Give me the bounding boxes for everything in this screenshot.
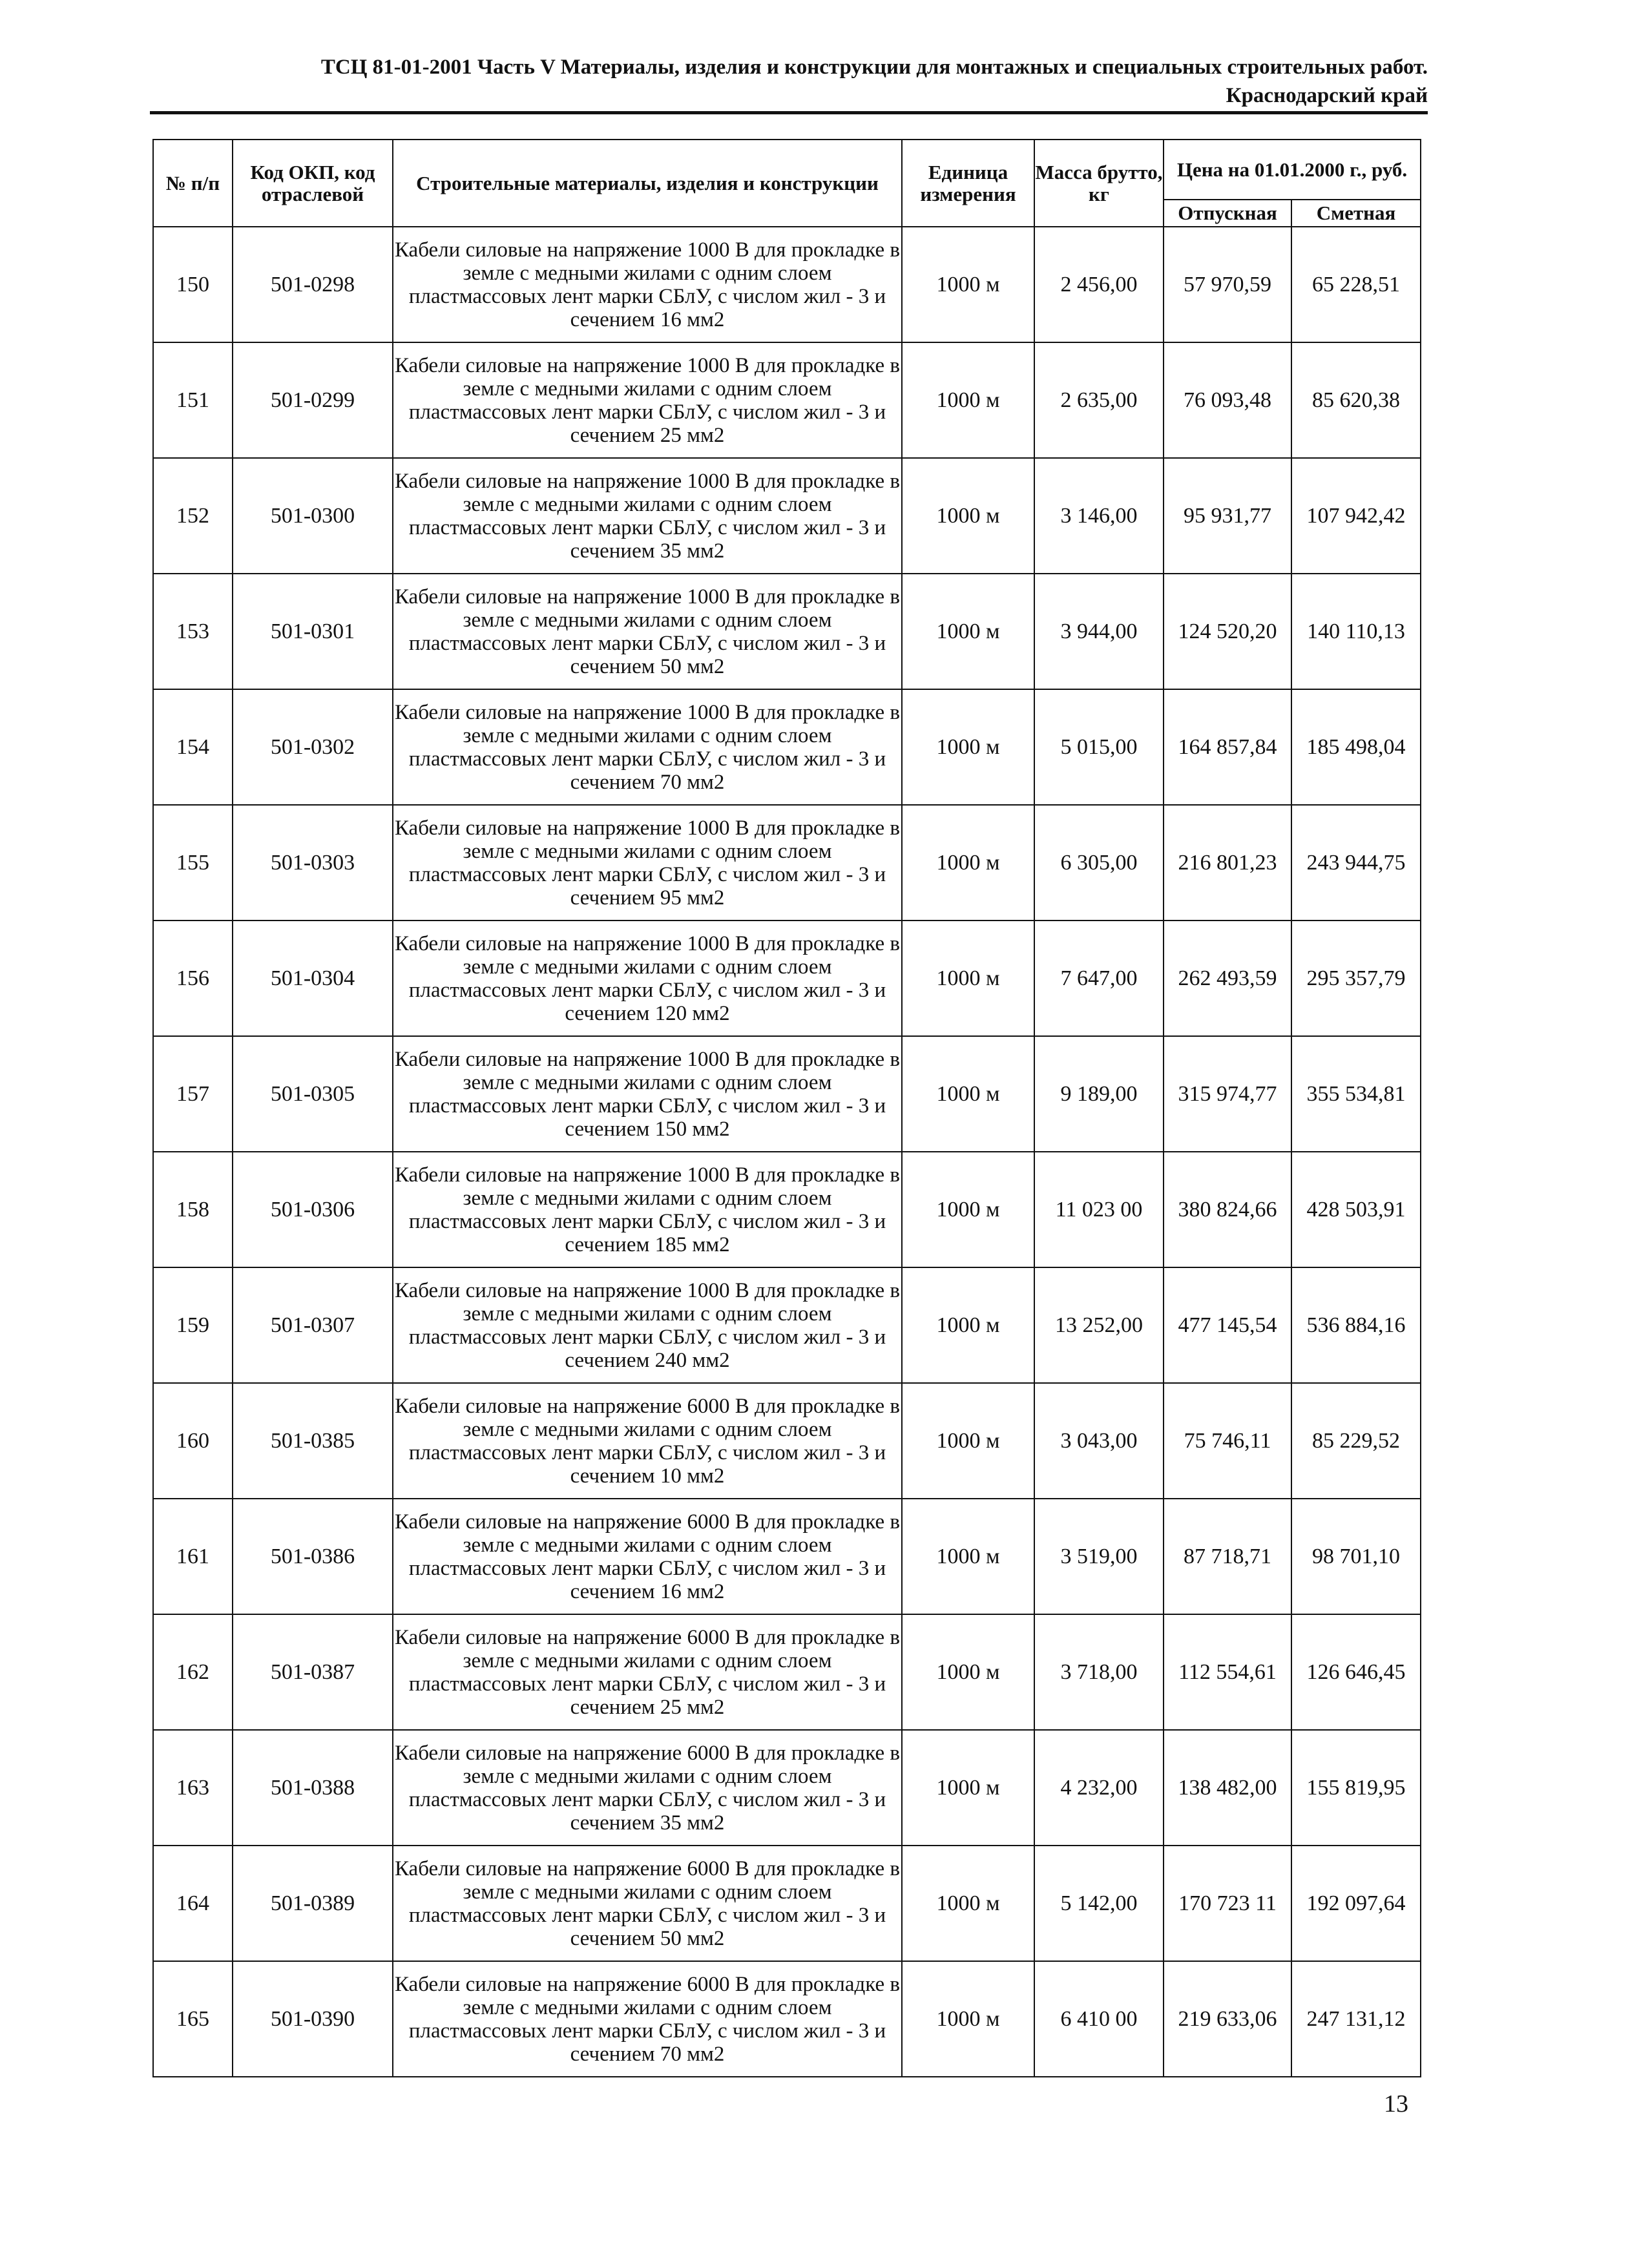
cell-unit: 1000 м (902, 1730, 1034, 1846)
cell-num: 159 (153, 1267, 233, 1383)
cell-description: Кабели силовые на напряжение 1000 В для прокладке в земле с медными жилами с одним слоем пластмассовых лент марки СБлУ, с числом жил - 3 и сечением 120 мм2 (393, 921, 902, 1036)
cell-release-price: 95 931,77 (1164, 458, 1291, 574)
cell-num: 158 (153, 1152, 233, 1267)
cell-description: Кабели силовые на напряжение 1000 В для прокладке в земле с медными жилами с одним слоем пластмассовых лент марки СБлУ, с числом жил - 3 и сечением 16 мм2 (393, 227, 902, 342)
cell-unit: 1000 м (902, 1614, 1034, 1730)
header-title: ТСЦ 81-01-2001 Часть V Материалы, изделия и конструкции для монтажных и специальных строительных работ. (320, 56, 1428, 79)
cell-estimate-price: 536 884,16 (1291, 1267, 1421, 1383)
cell-mass: 2 456,00 (1034, 227, 1164, 342)
cell-unit: 1000 м (902, 1383, 1034, 1499)
cell-mass: 5 142,00 (1034, 1846, 1164, 1961)
table-row (153, 1383, 1421, 1499)
cell-estimate-price: 140 110,13 (1291, 574, 1421, 689)
table-row (153, 574, 1421, 689)
table-row (153, 1846, 1421, 1961)
table-row (153, 1614, 1421, 1730)
table-row (153, 1730, 1421, 1846)
cell-description: Кабели силовые на напряжение 6000 В для прокладке в земле с медными жилами с одним слоем пластмассовых лент марки СБлУ, с числом жил - 3 и сечением 70 мм2 (393, 1961, 902, 2077)
cell-description: Кабели силовые на напряжение 6000 В для прокладке в земле с медными жилами с одним слоем пластмассовых лент марки СБлУ, с числом жил - 3 и сечением 16 мм2 (393, 1499, 902, 1614)
table-row (153, 1036, 1421, 1152)
cell-code: 501-0304 (233, 921, 393, 1036)
table-body (153, 227, 1421, 2077)
col-header-estimate: Сметная (1291, 200, 1421, 227)
table-row (153, 342, 1421, 458)
cell-code: 501-0307 (233, 1267, 393, 1383)
cell-num: 163 (153, 1730, 233, 1846)
col-header-price: Цена на 01.01.2000 г., руб. (1164, 140, 1421, 200)
cell-description: Кабели силовые на напряжение 1000 В для прокладке в земле с медными жилами с одним слоем пластмассовых лент марки СБлУ, с числом жил - 3 и сечением 150 мм2 (393, 1036, 902, 1152)
cell-mass: 2 635,00 (1034, 342, 1164, 458)
cell-code: 501-0299 (233, 342, 393, 458)
cell-description: Кабели силовые на напряжение 1000 В для прокладке в земле с медными жилами с одним слоем пластмассовых лент марки СБлУ, с числом жил - 3 и сечением 95 мм2 (393, 805, 902, 921)
cell-description: Кабели силовые на напряжение 6000 В для прокладке в земле с медными жилами с одним слоем пластмассовых лент марки СБлУ, с числом жил - 3 и сечением 25 мм2 (393, 1614, 902, 1730)
cell-description: Кабели силовые на напряжение 1000 В для прокладке в земле с медными жилами с одним слоем пластмассовых лент марки СБлУ, с числом жил - 3 и сечением 25 мм2 (393, 342, 902, 458)
cell-release-price: 170 723 11 (1164, 1846, 1291, 1961)
price-table (152, 139, 1421, 2077)
page-number: 13 (1384, 2090, 1408, 2117)
cell-description: Кабели силовые на напряжение 1000 В для прокладке в земле с медными жилами с одним слоем пластмассовых лент марки СБлУ, с числом жил - 3 и сечением 185 мм2 (393, 1152, 902, 1267)
cell-unit: 1000 м (902, 1036, 1034, 1152)
cell-estimate-price: 107 942,42 (1291, 458, 1421, 574)
table-row (153, 1961, 1421, 2077)
cell-mass: 4 232,00 (1034, 1730, 1164, 1846)
cell-unit: 1000 м (902, 342, 1034, 458)
cell-unit: 1000 м (902, 1961, 1034, 2077)
col-header-unit: Единица измерения (902, 140, 1034, 227)
col-header-name: Строительные материалы, изделия и конструкции (393, 140, 902, 227)
cell-release-price: 380 824,66 (1164, 1152, 1291, 1267)
table-row (153, 805, 1421, 921)
cell-code: 501-0386 (233, 1499, 393, 1614)
cell-mass: 7 647,00 (1034, 921, 1164, 1036)
table-row (153, 1267, 1421, 1383)
cell-description: Кабели силовые на напряжение 1000 В для прокладке в земле с медными жилами с одним слоем пластмассовых лент марки СБлУ, с числом жил - 3 и сечением 35 мм2 (393, 458, 902, 574)
col-header-release: Отпускная (1164, 200, 1291, 227)
cell-code: 501-0385 (233, 1383, 393, 1499)
cell-num: 165 (153, 1961, 233, 2077)
cell-code: 501-0301 (233, 574, 393, 689)
cell-unit: 1000 м (902, 227, 1034, 342)
cell-num: 154 (153, 689, 233, 805)
cell-estimate-price: 295 357,79 (1291, 921, 1421, 1036)
page-header (149, 53, 1428, 110)
cell-num: 153 (153, 574, 233, 689)
cell-estimate-price: 65 228,51 (1291, 227, 1421, 342)
cell-unit: 1000 м (902, 921, 1034, 1036)
cell-code: 501-0388 (233, 1730, 393, 1846)
cell-mass: 3 043,00 (1034, 1383, 1164, 1499)
cell-release-price: 124 520,20 (1164, 574, 1291, 689)
cell-estimate-price: 85 620,38 (1291, 342, 1421, 458)
table-row (153, 458, 1421, 574)
cell-release-price: 76 093,48 (1164, 342, 1291, 458)
cell-unit: 1000 м (902, 805, 1034, 921)
table-row (153, 1499, 1421, 1614)
cell-estimate-price: 98 701,10 (1291, 1499, 1421, 1614)
cell-mass: 9 189,00 (1034, 1036, 1164, 1152)
cell-release-price: 216 801,23 (1164, 805, 1291, 921)
cell-description: Кабели силовые на напряжение 1000 В для прокладке в земле с медными жилами с одним слоем пластмассовых лент марки СБлУ, с числом жил - 3 и сечением 50 мм2 (393, 574, 902, 689)
cell-num: 157 (153, 1036, 233, 1152)
cell-mass: 3 944,00 (1034, 574, 1164, 689)
cell-code: 501-0303 (233, 805, 393, 921)
cell-mass: 3 519,00 (1034, 1499, 1164, 1614)
cell-num: 161 (153, 1499, 233, 1614)
cell-estimate-price: 185 498,04 (1291, 689, 1421, 805)
col-header-mass: Масса брутто, кг (1034, 140, 1164, 227)
table-row (153, 1152, 1421, 1267)
cell-num: 160 (153, 1383, 233, 1499)
cell-num: 156 (153, 921, 233, 1036)
cell-mass: 13 252,00 (1034, 1267, 1164, 1383)
cell-unit: 1000 м (902, 458, 1034, 574)
header-region: Краснодарский край (1226, 84, 1428, 107)
cell-release-price: 138 482,00 (1164, 1730, 1291, 1846)
cell-description: Кабели силовые на напряжение 6000 В для прокладке в земле с медными жилами с одним слоем пластмассовых лент марки СБлУ, с числом жил - 3 и сечением 35 мм2 (393, 1730, 902, 1846)
cell-code: 501-0387 (233, 1614, 393, 1730)
cell-code: 501-0305 (233, 1036, 393, 1152)
cell-release-price: 262 493,59 (1164, 921, 1291, 1036)
cell-release-price: 87 718,71 (1164, 1499, 1291, 1614)
cell-code: 501-0298 (233, 227, 393, 342)
cell-code: 501-0389 (233, 1846, 393, 1961)
cell-num: 151 (153, 342, 233, 458)
cell-release-price: 112 554,61 (1164, 1614, 1291, 1730)
cell-unit: 1000 м (902, 1846, 1034, 1961)
table-row (153, 921, 1421, 1036)
cell-description: Кабели силовые на напряжение 1000 В для прокладке в земле с медными жилами с одним слоем пластмассовых лент марки СБлУ, с числом жил - 3 и сечением 240 мм2 (393, 1267, 902, 1383)
cell-mass: 11 023 00 (1034, 1152, 1164, 1267)
cell-unit: 1000 м (902, 1267, 1034, 1383)
cell-release-price: 164 857,84 (1164, 689, 1291, 805)
cell-num: 152 (153, 458, 233, 574)
cell-release-price: 219 633,06 (1164, 1961, 1291, 2077)
table-row (153, 227, 1421, 342)
cell-description: Кабели силовые на напряжение 6000 В для прокладке в земле с медными жилами с одним слоем пластмассовых лент марки СБлУ, с числом жил - 3 и сечением 10 мм2 (393, 1383, 902, 1499)
cell-estimate-price: 85 229,52 (1291, 1383, 1421, 1499)
table-row (153, 689, 1421, 805)
cell-mass: 5 015,00 (1034, 689, 1164, 805)
cell-estimate-price: 247 131,12 (1291, 1961, 1421, 2077)
cell-description: Кабели силовые на напряжение 1000 В для прокладке в земле с медными жилами с одним слоем пластмассовых лент марки СБлУ, с числом жил - 3 и сечением 70 мм2 (393, 689, 902, 805)
cell-estimate-price: 428 503,91 (1291, 1152, 1421, 1267)
cell-description: Кабели силовые на напряжение 6000 В для прокладке в земле с медными жилами с одним слоем пластмассовых лент марки СБлУ, с числом жил - 3 и сечением 50 мм2 (393, 1846, 902, 1961)
col-header-num: № п/п (153, 140, 233, 227)
cell-num: 164 (153, 1846, 233, 1961)
cell-mass: 6 410 00 (1034, 1961, 1164, 2077)
cell-mass: 6 305,00 (1034, 805, 1164, 921)
cell-estimate-price: 192 097,64 (1291, 1846, 1421, 1961)
cell-code: 501-0390 (233, 1961, 393, 2077)
cell-num: 150 (153, 227, 233, 342)
cell-code: 501-0306 (233, 1152, 393, 1267)
cell-estimate-price: 355 534,81 (1291, 1036, 1421, 1152)
header-rule (150, 111, 1428, 114)
cell-release-price: 477 145,54 (1164, 1267, 1291, 1383)
cell-mass: 3 718,00 (1034, 1614, 1164, 1730)
cell-release-price: 75 746,11 (1164, 1383, 1291, 1499)
cell-num: 155 (153, 805, 233, 921)
cell-code: 501-0302 (233, 689, 393, 805)
cell-release-price: 57 970,59 (1164, 227, 1291, 342)
cell-estimate-price: 155 819,95 (1291, 1730, 1421, 1846)
cell-unit: 1000 м (902, 1499, 1034, 1614)
cell-unit: 1000 м (902, 574, 1034, 689)
col-header-code: Код ОКП, код отраслевой (233, 140, 393, 227)
cell-estimate-price: 126 646,45 (1291, 1614, 1421, 1730)
cell-estimate-price: 243 944,75 (1291, 805, 1421, 921)
cell-unit: 1000 м (902, 689, 1034, 805)
cell-code: 501-0300 (233, 458, 393, 574)
cell-num: 162 (153, 1614, 233, 1730)
cell-unit: 1000 м (902, 1152, 1034, 1267)
cell-mass: 3 146,00 (1034, 458, 1164, 574)
cell-release-price: 315 974,77 (1164, 1036, 1291, 1152)
